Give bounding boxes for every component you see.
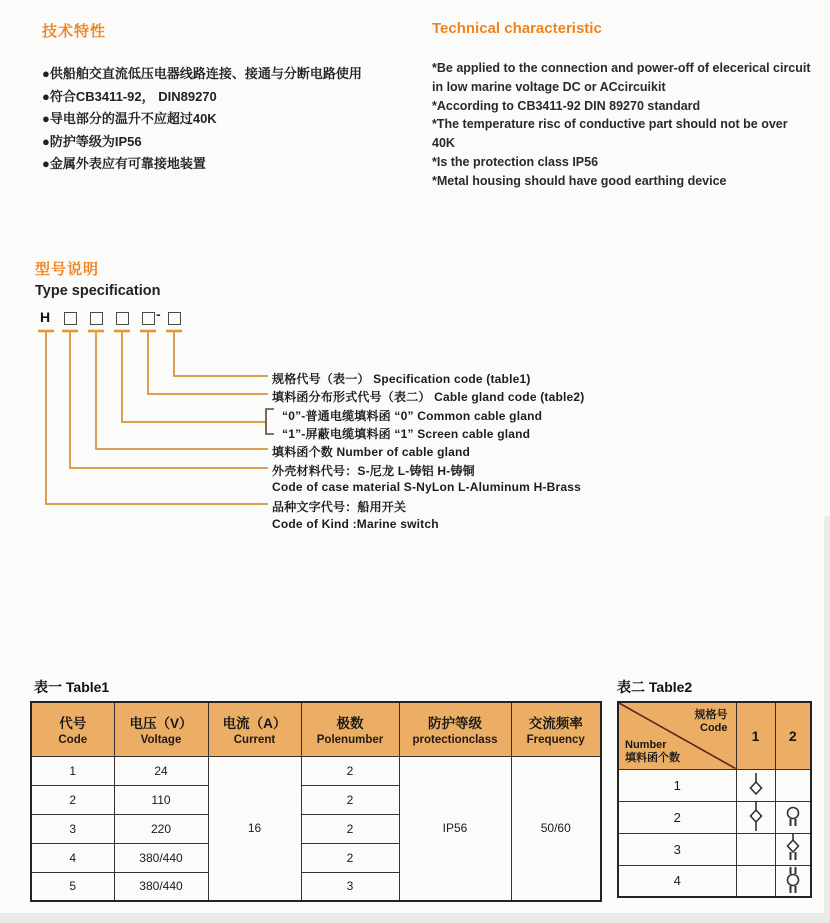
gland-number-cell: 2 — [618, 801, 736, 833]
code-box — [116, 312, 129, 325]
voltage-cell: 380/440 — [114, 872, 208, 901]
spec-line-common-gland: “0”-普通电缆填料函 “0” Common cable gland — [282, 409, 543, 423]
tech-en-line: *According to CB3411-92 DIN 89270 standard — [432, 98, 701, 113]
table-row — [618, 865, 811, 897]
tech-cn-item: ●防护等级为IP56 — [42, 133, 142, 149]
code-dash: - — [156, 306, 161, 322]
code-cell: 4 — [31, 843, 114, 872]
table1-header-protection: 防护等级 protectionclass — [399, 702, 511, 756]
gland-cell — [775, 801, 811, 833]
table1-caption: 表一 Table1 — [34, 679, 110, 695]
table2-header-row — [618, 702, 811, 769]
tech-en-line: *The temperature risc of conductive part should not be over — [432, 117, 788, 132]
table1-header-frequency: 交流频率 Frequency — [511, 702, 601, 756]
code-cell: 2 — [31, 785, 114, 814]
pole-cell: 2 — [301, 814, 399, 843]
spec-line-gland-number: 填料函个数 Number of cable gland — [272, 445, 471, 459]
table2 — [617, 701, 812, 898]
corner-label-gland-number: Number 填料函个数 — [625, 738, 680, 764]
type-spec-title-cn: 型号说明 — [35, 261, 100, 278]
table1-header-row — [31, 702, 601, 756]
table1-header-polenumber: 极数 Polenumber — [301, 702, 399, 756]
code-box — [64, 312, 77, 325]
spec-line-case-material-cn: 外壳材料代号：S-尼龙 L-铸铝 H-铸铜 — [272, 464, 475, 478]
current-cell: 16 — [208, 756, 301, 901]
zero-one-bracket — [266, 409, 274, 434]
table2-corner-cell — [618, 702, 736, 769]
table2-header-spec2: 2 — [775, 702, 811, 769]
tech-characteristics-cn — [42, 20, 422, 176]
voltage-cell: 220 — [114, 814, 208, 843]
spec-line-kind-en: Code of Kind :Marine switch — [272, 517, 439, 531]
table-row — [618, 801, 811, 833]
tech-cn-item: ●金属外表应有可靠接地装置 — [42, 156, 206, 171]
table1-header-voltage: 电压（V） Voltage — [114, 702, 208, 756]
gland-cell-empty — [736, 833, 775, 865]
table1-header-current: 电流（A） Current — [208, 702, 301, 756]
code-box — [168, 312, 181, 325]
tech-en-line: *Is the protection class IP56 — [432, 154, 599, 169]
table1 — [30, 701, 602, 902]
tech-en-line: in low marine voltage DC or ACcircuikit — [432, 79, 666, 94]
scan-edge-artifact — [824, 516, 830, 916]
gland-number-cell: 4 — [618, 865, 736, 897]
pole-cell: 2 — [301, 756, 399, 785]
pole-cell: 2 — [301, 785, 399, 814]
type-spec-title-en: Type specification — [35, 283, 161, 299]
gland-cell-empty — [736, 865, 775, 897]
pole-cell: 2 — [301, 843, 399, 872]
one-gland-up-two-down-icon — [781, 834, 805, 864]
corner-label-spec-code: 规格号 Code — [694, 709, 728, 734]
tech-characteristics-en — [432, 20, 824, 191]
two-glands-down-icon — [781, 805, 805, 829]
code-cell: 5 — [31, 872, 114, 901]
protection-cell: IP56 — [399, 756, 511, 901]
tech-en-line: *Be applied to the connection and power-off of elecerical circuit — [432, 61, 811, 75]
spec-line-specification-code: 规格代号（表一） Specification code (table1) — [272, 372, 531, 386]
gland-cell — [736, 769, 775, 801]
tech-cn-item: ●导电部分的温升不应超过40K — [42, 111, 217, 126]
table1-header-code: 代号 Code — [31, 702, 114, 756]
spec-line-kind-cn: 品种文字代号：船用开关 — [272, 500, 407, 514]
tech-en-line: *Metal housing should have good earthing device — [432, 173, 727, 188]
gland-cell — [736, 801, 775, 833]
tech-en-title: Technical characteristic — [432, 20, 602, 37]
code-leader-lines — [46, 331, 268, 504]
frequency-cell: 50/60 — [511, 756, 601, 901]
table-row — [31, 756, 601, 785]
code-cell: 1 — [31, 756, 114, 785]
gland-cell — [775, 865, 811, 897]
one-gland-up-one-down-icon — [744, 802, 768, 832]
pole-cell: 3 — [301, 872, 399, 901]
table2-caption: 表二 Table2 — [617, 679, 693, 695]
gland-cell-empty — [775, 769, 811, 801]
gland-number-cell: 1 — [618, 769, 736, 801]
scan-edge-artifact — [0, 913, 830, 923]
tech-cn-title: 技术特性 — [42, 23, 107, 40]
voltage-cell: 110 — [114, 785, 208, 814]
code-box — [90, 312, 103, 325]
code-cell: 3 — [31, 814, 114, 843]
table-row — [618, 769, 811, 801]
model-code-letter: H — [40, 309, 51, 325]
one-gland-up-icon — [744, 772, 768, 798]
tech-en-list — [432, 59, 824, 191]
tech-cn-item: ●供船舶交直流低压电器线路连接、接通与分断电路使用 — [42, 66, 362, 81]
table2-header-spec1: 1 — [736, 702, 775, 769]
table-row — [618, 833, 811, 865]
voltage-cell: 24 — [114, 756, 208, 785]
tech-en-line: 40K — [432, 136, 455, 151]
tech-cn-list — [42, 63, 422, 176]
gland-number-cell: 3 — [618, 833, 736, 865]
gland-cell — [775, 833, 811, 865]
spec-line-case-material-en: Code of case material S-NyLon L-Aluminum H-Brass — [272, 480, 581, 494]
tech-cn-item: ●符合CB3411-92， DIN89270 — [42, 88, 217, 104]
spec-line-gland-code: 填料函分布形式代号（表二） Cable gland code (table2) — [272, 390, 585, 404]
voltage-cell: 380/440 — [114, 843, 208, 872]
code-box — [142, 312, 155, 325]
spec-line-screen-gland: “1”-屏蔽电缆填料函 “1” Screen cable gland — [282, 427, 531, 441]
two-glands-up-two-down-icon — [781, 866, 805, 896]
